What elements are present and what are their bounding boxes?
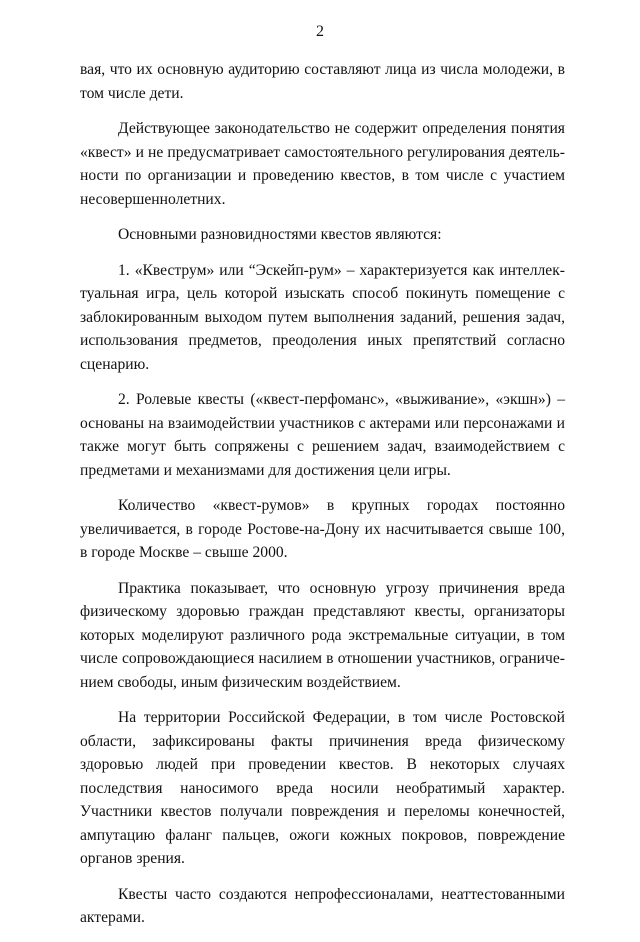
document-body bbox=[80, 58, 565, 942]
paragraph-quest-room-count: Количество «квест-румов» в крупных городах постоянно увеличивается, в городе Ростове-на-Дону их насчитывается свыше 100, в городе Москве – свыше 2000. bbox=[80, 497, 565, 561]
paragraph-unprofessional-actors: Квесты часто создаются непрофессионалами, неаттестованными актерами. bbox=[80, 885, 565, 926]
paragraph-audience-continuation: вая, что их основную аудиторию составляют лица из числа молодежи, в том числе дети. bbox=[80, 61, 565, 102]
paragraph-legislation: Действующее законодательство не содержит определения понятия «квест» и не предусматривает самостоятельного регулирования деятельности по организации и проведению квестов, в том числе с участием несовершеннолетних. bbox=[80, 120, 565, 208]
paragraph-role-quests-type: 2. Ролевые квесты («квест-перфоманс», «выживание», «экшн») – основаны на взаимодействии участников с актерами или персонажами и также могут быть сопряжены с решением задач, взаимодействием с предметами и механизмами для достижения цели игры. bbox=[80, 391, 565, 479]
paragraph-health-threat: Практика показывает, что основную угрозу причинения вреда физическому здоровью граждан представляют квесты, организаторы которых моделируют различного рода экстремальные ситуации, в том числе сопровождающиеся насилием в отношении участников, ограничением свободы, иным физическим воздействием. bbox=[80, 579, 565, 691]
paragraph-quest-room-type: 1. «Квеструм» или “Эскейп-рум» – характеризуется как интеллектуальная игра, цель которой изыскать способ покинуть помещение с заблокированным выходом путем выполнения заданий, решения задач, использования предметов, преодоления иных препятствий согласно сценарию. bbox=[80, 261, 565, 373]
paragraph-harm-facts: На территории Российской Федерации, в том числе Ростовской области, зафиксированы факты причинения вреда физическому здоровью людей при проведении квестов. В некоторых случаях последствия наносимого вреда носили необратимый характер. Участники квестов получали повреждения и переломы конечностей, ампутацию фаланг пальцев, ожоги кожных покровов, повреждение органов зрения. bbox=[80, 709, 565, 867]
page-number: 2 bbox=[316, 23, 324, 40]
paragraph-quest-types-intro: Основными разновидностями квестов являются: bbox=[118, 226, 442, 243]
